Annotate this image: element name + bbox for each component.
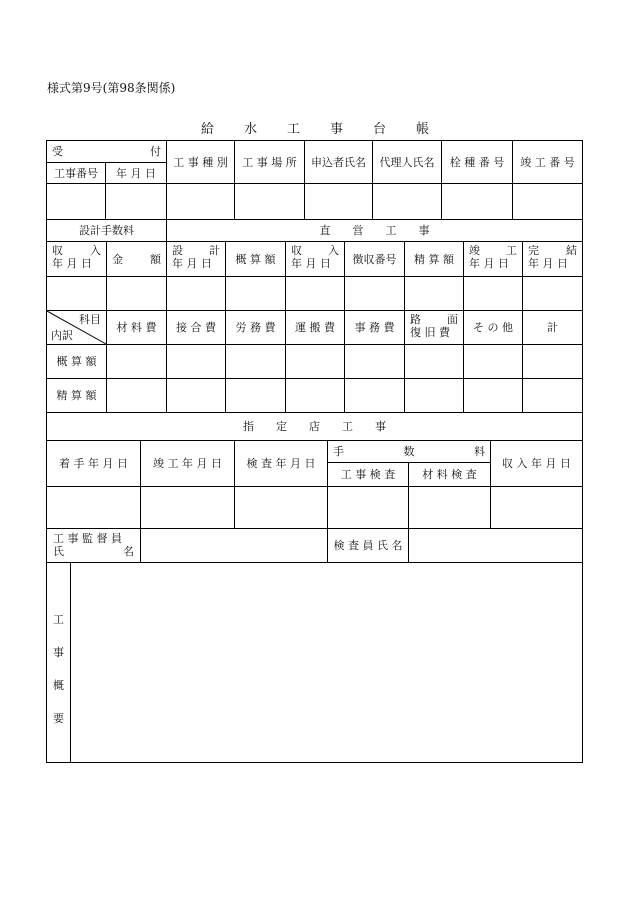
- blank-cell: [107, 345, 167, 379]
- fee-char: 数: [403, 445, 415, 458]
- blank-cell: [167, 379, 226, 413]
- blank-cell: [47, 487, 141, 529]
- inspection-date-header: 検 査 年 月 日: [235, 441, 328, 487]
- collection-number-header: 徴収番号: [345, 242, 405, 277]
- blank-cell: [405, 345, 464, 379]
- blank-cell: [107, 277, 167, 311]
- other-cost-header: そ の 他: [464, 311, 523, 345]
- settled-row-label: 精 算 額: [47, 379, 107, 413]
- receipt-char: 入: [90, 244, 101, 257]
- name-char: 名: [123, 545, 134, 558]
- summary-char: 要: [53, 712, 64, 725]
- receipt-char: 収: [52, 244, 63, 257]
- blank-cell: [226, 379, 286, 413]
- blank-cell: [235, 487, 328, 529]
- summary-char: 事: [53, 646, 64, 659]
- reception-date-header: 年 月 日: [106, 163, 167, 184]
- blank-cell: [286, 277, 345, 311]
- reception-label-left: 受: [52, 145, 63, 158]
- title-char: 給: [200, 122, 214, 137]
- designated-work-header: 指 定 店 工 事: [47, 413, 582, 441]
- design-fee-header: 設計手数料: [47, 220, 167, 242]
- title-char: 台: [373, 122, 387, 137]
- estimate-amount-header: 概 算 額: [226, 242, 286, 277]
- income-char: 入: [328, 244, 339, 257]
- blank-cell: [345, 379, 405, 413]
- completion-char: 工: [506, 244, 517, 257]
- blank-cell: [523, 345, 582, 379]
- income-char: 収: [291, 244, 302, 257]
- reception-label-right: 付: [150, 145, 161, 158]
- ymd-label: 年 月 日: [528, 257, 568, 270]
- road-char: 面: [447, 313, 458, 326]
- reception-label: [47, 141, 167, 163]
- work-type-cell: [167, 184, 235, 220]
- completion-number-cell: [513, 184, 582, 220]
- completion-char: 竣: [469, 244, 480, 257]
- work-number-header: 工事番号: [47, 163, 106, 184]
- detail-label: 内訳: [51, 329, 73, 342]
- blank-cell: [47, 277, 107, 311]
- work-type-header: 工 事 種 別: [167, 141, 235, 184]
- transport-cost-header: 運 搬 費: [286, 311, 345, 345]
- page-title: [0, 118, 630, 137]
- direct-work-header: 直 営 工 事: [167, 220, 582, 242]
- settled-amount-header: 精 算 額: [405, 242, 464, 277]
- blank-cell: [328, 487, 409, 529]
- work-number-cell: [47, 184, 106, 220]
- applicant-name-cell: [305, 184, 373, 220]
- restoration-label: 復 旧 費: [410, 326, 450, 339]
- inspector-name-header: 検 査 員 氏 名: [328, 529, 409, 563]
- road-char: 路: [410, 313, 421, 326]
- total-header: 計: [523, 311, 582, 345]
- ymd-label: 年 月 日: [469, 257, 509, 270]
- blank-cell: [107, 379, 167, 413]
- reception-date-cell: [106, 184, 167, 220]
- ymd-label: 年 月 日: [52, 257, 92, 270]
- blank-cell: [464, 379, 523, 413]
- ymd-label: 年 月 日: [172, 257, 212, 270]
- design-date-header: [167, 242, 226, 277]
- supervisor-name-cell: [141, 529, 328, 563]
- blank-cell: [345, 277, 405, 311]
- tap-number-cell: [442, 184, 513, 220]
- agent-name-cell: [373, 184, 442, 220]
- ymd-label: 年 月 日: [291, 257, 331, 270]
- supervisor-label: 工 事 監 督 員: [53, 532, 122, 545]
- blank-cell: [409, 487, 491, 529]
- form-reference: 様式第9号(第98条関係): [47, 81, 176, 95]
- complete-date-header: 竣 工 年 月 日: [141, 441, 235, 487]
- income-date-header-2: 収 入 年 月 日: [491, 441, 582, 487]
- blank-cell: [405, 379, 464, 413]
- subject-detail-header: [47, 311, 107, 345]
- material-cost-header: 材 料 費: [107, 311, 167, 345]
- blank-cell: [464, 277, 523, 311]
- work-summary-label: [47, 563, 71, 762]
- estimate-row-label: 概 算 額: [47, 345, 107, 379]
- blank-cell: [345, 345, 405, 379]
- work-location-cell: [235, 184, 305, 220]
- blank-cell: [226, 345, 286, 379]
- title-char: 帳: [416, 122, 430, 137]
- work-inspection-header: 工 事 検 査: [328, 463, 409, 487]
- blank-cell: [405, 277, 464, 311]
- agent-name-header: 代理人氏名: [373, 141, 442, 184]
- inspector-name-cell: [409, 529, 582, 563]
- work-summary-cell: [71, 563, 582, 762]
- joint-cost-header: 接 合 費: [167, 311, 226, 345]
- start-date-header: 着 手 年 月 日: [47, 441, 141, 487]
- material-inspection-header: 材 料 検 査: [409, 463, 491, 487]
- blank-cell: [286, 345, 345, 379]
- road-restoration-header: [405, 311, 464, 345]
- finished-char: 結: [566, 244, 577, 257]
- fee-char: 手: [333, 445, 344, 458]
- fee-header: [328, 441, 491, 463]
- blank-cell: [167, 345, 226, 379]
- name-char: 氏: [53, 545, 64, 558]
- blank-cell: [464, 345, 523, 379]
- completion-number-header: 竣 工 番 号: [513, 141, 582, 184]
- subject-label: 科目: [79, 313, 101, 326]
- labor-cost-header: 労 務 費: [226, 311, 286, 345]
- summary-char: 工: [53, 613, 64, 626]
- supervisor-name-header: [47, 529, 141, 563]
- office-cost-header: 事 務 費: [345, 311, 405, 345]
- blank-cell: [226, 277, 286, 311]
- fee-char: 料: [474, 445, 485, 458]
- amount-char: 金: [112, 252, 123, 266]
- blank-cell: [523, 379, 582, 413]
- applicant-name-header: 申込者氏名: [305, 141, 373, 184]
- ledger-form: [46, 140, 583, 763]
- completion-date-header: [464, 242, 523, 277]
- blank-cell: [141, 487, 235, 529]
- blank-cell: [286, 379, 345, 413]
- summary-chars: [47, 603, 70, 735]
- tap-number-header: 栓 種 番 号: [442, 141, 513, 184]
- blank-cell: [167, 277, 226, 311]
- title-char: 工: [286, 122, 300, 137]
- receipt-date-header: [47, 242, 107, 277]
- finished-char: 完: [528, 244, 539, 257]
- work-location-header: 工 事 場 所: [235, 141, 305, 184]
- blank-cell: [491, 487, 582, 529]
- blank-cell: [523, 277, 582, 311]
- design-char: 設: [172, 244, 183, 257]
- design-char: 計: [209, 244, 220, 257]
- amount-char: 額: [150, 252, 161, 266]
- summary-char: 概: [53, 679, 64, 692]
- title-char: 事: [330, 122, 344, 137]
- title-char: 水: [243, 122, 257, 137]
- amount-header: [107, 242, 167, 277]
- income-date-header: [286, 242, 345, 277]
- finished-date-header: [523, 242, 582, 277]
